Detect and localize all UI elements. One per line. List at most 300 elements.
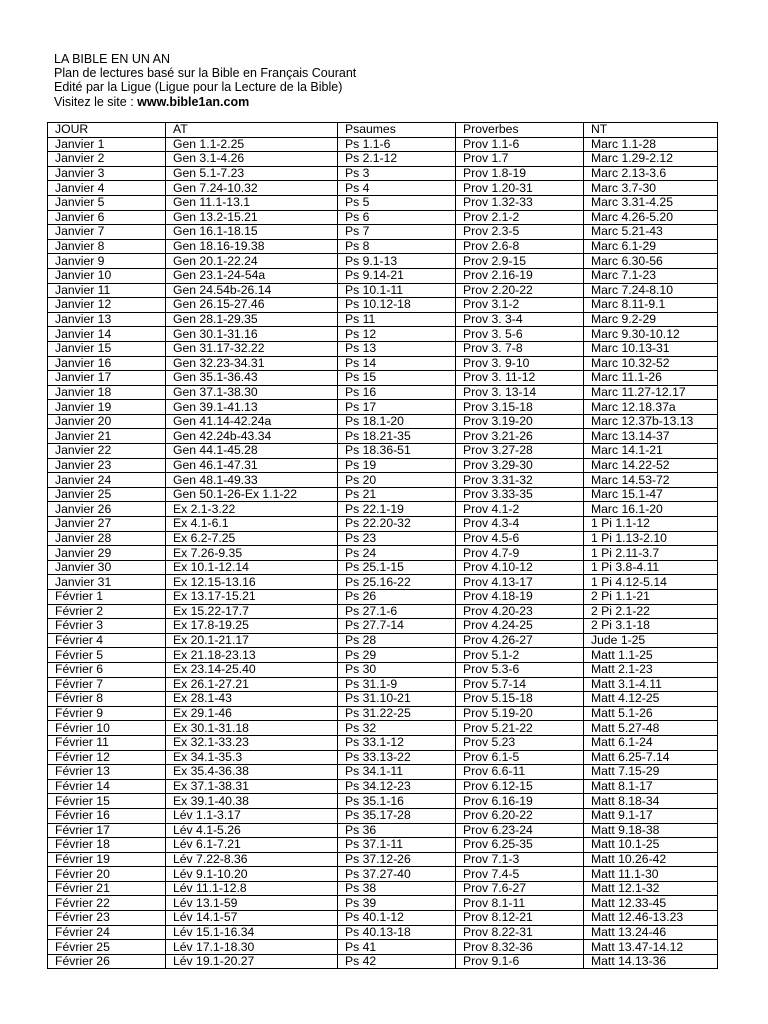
cell-old-testament: Gen 23.1-24-54a (166, 268, 338, 283)
website-line (54, 95, 356, 109)
cell-new-testament: Marc 14.53-72 (584, 473, 718, 488)
table-row (48, 473, 718, 488)
cell-day: Janvier 22 (48, 444, 166, 459)
cell-new-testament: Marc 3.7-30 (584, 181, 718, 196)
cell-new-testament: Marc 15.1-47 (584, 487, 718, 502)
cell-proverbs: Prov 8.22-31 (456, 925, 584, 940)
cell-day: Janvier 8 (48, 239, 166, 254)
table-row (48, 823, 718, 838)
table-row (48, 181, 718, 196)
cell-proverbs: Prov 7.4-5 (456, 867, 584, 882)
table-body (48, 137, 718, 969)
table-row (48, 195, 718, 210)
cell-new-testament: Marc 11.1-26 (584, 371, 718, 386)
table-row (48, 429, 718, 444)
cell-day: Février 16 (48, 808, 166, 823)
cell-proverbs: Prov 3. 13-14 (456, 385, 584, 400)
cell-psalms: Ps 29 (338, 648, 456, 663)
cell-new-testament: Marc 5.21-43 (584, 225, 718, 240)
cell-old-testament: Gen 44.1-45.28 (166, 444, 338, 459)
cell-proverbs: Prov 4.10-12 (456, 560, 584, 575)
cell-new-testament: 1 Pi 1.13-2.10 (584, 531, 718, 546)
cell-psalms: Ps 32 (338, 721, 456, 736)
table-row (48, 633, 718, 648)
cell-psalms: Ps 25.16-22 (338, 575, 456, 590)
table-row (48, 735, 718, 750)
cell-psalms: Ps 9.14-21 (338, 268, 456, 283)
website-link[interactable]: www.bible1an.com (137, 94, 250, 109)
cell-new-testament: Matt 13.24-46 (584, 925, 718, 940)
cell-old-testament: Gen 30.1-31.16 (166, 327, 338, 342)
column-header-at: AT (166, 123, 338, 138)
cell-new-testament: Marc 12.37b-13.13 (584, 414, 718, 429)
cell-proverbs: Prov 3.27-28 (456, 444, 584, 459)
cell-old-testament: Gen 24.54b-26.14 (166, 283, 338, 298)
cell-proverbs: Prov 6.25-35 (456, 838, 584, 853)
cell-proverbs: Prov 1.1-6 (456, 137, 584, 152)
cell-proverbs: Prov 7.1-3 (456, 852, 584, 867)
cell-proverbs: Prov 2.20-22 (456, 283, 584, 298)
cell-day: Février 25 (48, 940, 166, 955)
cell-psalms: Ps 40.13-18 (338, 925, 456, 940)
cell-old-testament: Gen 37.1-38.30 (166, 385, 338, 400)
cell-day: Janvier 18 (48, 385, 166, 400)
cell-new-testament: 1 Pi 4.12-5.14 (584, 575, 718, 590)
cell-new-testament: Matt 9.1-17 (584, 808, 718, 823)
cell-psalms: Ps 17 (338, 400, 456, 415)
cell-psalms: Ps 42 (338, 954, 456, 969)
cell-new-testament: Marc 12.18.37a (584, 400, 718, 415)
cell-new-testament: Matt 10.1-25 (584, 838, 718, 853)
cell-proverbs: Prov 4.26-27 (456, 633, 584, 648)
cell-psalms: Ps 21 (338, 487, 456, 502)
cell-proverbs: Prov 3. 11-12 (456, 371, 584, 386)
cell-new-testament: Matt 10.26-42 (584, 852, 718, 867)
cell-day: Février 8 (48, 692, 166, 707)
cell-new-testament: Matt 12.33-45 (584, 896, 718, 911)
cell-old-testament: Lév 17.1-18.30 (166, 940, 338, 955)
table-header-row (48, 123, 718, 138)
cell-old-testament: Lév 9.1-10.20 (166, 867, 338, 882)
cell-psalms: Ps 22.1-19 (338, 502, 456, 517)
cell-new-testament: 2 Pi 2.1-22 (584, 604, 718, 619)
cell-day: Février 19 (48, 852, 166, 867)
table-row (48, 867, 718, 882)
website-prefix: Visitez le site : (54, 94, 138, 109)
cell-proverbs: Prov 3. 9-10 (456, 356, 584, 371)
cell-day: Janvier 28 (48, 531, 166, 546)
cell-proverbs: Prov 4.1-2 (456, 502, 584, 517)
cell-day: Février 26 (48, 954, 166, 969)
cell-day: Janvier 30 (48, 560, 166, 575)
cell-day: Février 18 (48, 838, 166, 853)
cell-proverbs: Prov 3.29-30 (456, 458, 584, 473)
cell-proverbs: Prov 2.1-2 (456, 210, 584, 225)
cell-old-testament: Ex 4.1-6.1 (166, 517, 338, 532)
cell-psalms: Ps 2.1-12 (338, 152, 456, 167)
cell-psalms: Ps 23 (338, 531, 456, 546)
table-row (48, 137, 718, 152)
table-row (48, 954, 718, 969)
cell-psalms: Ps 18.21-35 (338, 429, 456, 444)
cell-psalms: Ps 31.10-21 (338, 692, 456, 707)
table-row (48, 794, 718, 809)
cell-proverbs: Prov 3.31-32 (456, 473, 584, 488)
cell-psalms: Ps 22.20-32 (338, 517, 456, 532)
cell-new-testament: Marc 2.13-3.6 (584, 166, 718, 181)
cell-psalms: Ps 1.1-6 (338, 137, 456, 152)
cell-psalms: Ps 33.1-12 (338, 735, 456, 750)
cell-new-testament: Marc 14.22-52 (584, 458, 718, 473)
table-row (48, 765, 718, 780)
cell-proverbs: Prov 1.32-33 (456, 195, 584, 210)
cell-old-testament: Ex 30.1-31.18 (166, 721, 338, 736)
cell-old-testament: Lév 1.1-3.17 (166, 808, 338, 823)
cell-proverbs: Prov 3. 3-4 (456, 312, 584, 327)
cell-psalms: Ps 3 (338, 166, 456, 181)
cell-psalms: Ps 34.1-11 (338, 765, 456, 780)
cell-old-testament: Gen 50.1-26-Ex 1.1-22 (166, 487, 338, 502)
cell-old-testament: Gen 28.1-29.35 (166, 312, 338, 327)
table-row (48, 896, 718, 911)
cell-proverbs: Prov 5.21-22 (456, 721, 584, 736)
cell-proverbs: Prov 6.1-5 (456, 750, 584, 765)
cell-psalms: Ps 11 (338, 312, 456, 327)
cell-psalms: Ps 37.27-40 (338, 867, 456, 882)
table-row (48, 327, 718, 342)
cell-day: Février 4 (48, 633, 166, 648)
cell-proverbs: Prov 5.19-20 (456, 706, 584, 721)
cell-day: Janvier 4 (48, 181, 166, 196)
cell-psalms: Ps 39 (338, 896, 456, 911)
cell-proverbs: Prov 6.12-15 (456, 779, 584, 794)
cell-old-testament: Ex 34.1-35.3 (166, 750, 338, 765)
cell-old-testament: Ex 28.1-43 (166, 692, 338, 707)
table-row (48, 546, 718, 561)
cell-proverbs: Prov 2.6-8 (456, 239, 584, 254)
cell-new-testament: Marc 10.32-52 (584, 356, 718, 371)
table-row (48, 239, 718, 254)
cell-new-testament: 2 Pi 1.1-21 (584, 590, 718, 605)
cell-new-testament: Marc 6.1-29 (584, 239, 718, 254)
cell-day: Février 20 (48, 867, 166, 882)
cell-old-testament: Gen 5.1-7.23 (166, 166, 338, 181)
cell-day: Février 9 (48, 706, 166, 721)
table-row (48, 808, 718, 823)
table-row (48, 502, 718, 517)
cell-new-testament: Marc 16.1-20 (584, 502, 718, 517)
cell-proverbs: Prov 3. 7-8 (456, 341, 584, 356)
column-header-nt: NT (584, 123, 718, 138)
table-row (48, 298, 718, 313)
cell-old-testament: Gen 1.1-2.25 (166, 137, 338, 152)
cell-day: Janvier 14 (48, 327, 166, 342)
cell-day: Février 23 (48, 911, 166, 926)
cell-day: Janvier 21 (48, 429, 166, 444)
cell-psalms: Ps 18.36-51 (338, 444, 456, 459)
cell-proverbs: Prov 5.23 (456, 735, 584, 750)
cell-old-testament: Ex 23.14-25.40 (166, 662, 338, 677)
cell-proverbs: Prov 2.16-19 (456, 268, 584, 283)
table-row (48, 400, 718, 415)
table-row (48, 779, 718, 794)
cell-new-testament: Matt 1.1-25 (584, 648, 718, 663)
table-row (48, 721, 718, 736)
document-title: LA BIBLE EN UN AN (54, 52, 171, 66)
cell-new-testament: Marc 14.1-21 (584, 444, 718, 459)
cell-new-testament: Matt 6.25-7.14 (584, 750, 718, 765)
cell-old-testament: Lév 11.1-12.8 (166, 881, 338, 896)
cell-day: Février 6 (48, 662, 166, 677)
cell-proverbs: Prov 4.24-25 (456, 619, 584, 634)
cell-proverbs: Prov 6.6-11 (456, 765, 584, 780)
cell-old-testament: Gen 11.1-13.1 (166, 195, 338, 210)
cell-day: Janvier 31 (48, 575, 166, 590)
table-row (48, 414, 718, 429)
cell-day: Janvier 29 (48, 546, 166, 561)
cell-psalms: Ps 19 (338, 458, 456, 473)
cell-new-testament: Jude 1-25 (584, 633, 718, 648)
table-row (48, 648, 718, 663)
cell-psalms: Ps 38 (338, 881, 456, 896)
cell-day: Janvier 25 (48, 487, 166, 502)
cell-old-testament: Lév 7.22-8.36 (166, 852, 338, 867)
cell-day: Janvier 12 (48, 298, 166, 313)
cell-psalms: Ps 5 (338, 195, 456, 210)
cell-old-testament: Ex 15.22-17.7 (166, 604, 338, 619)
cell-proverbs: Prov 5.7-14 (456, 677, 584, 692)
cell-new-testament: Matt 4.12-25 (584, 692, 718, 707)
cell-old-testament: Gen 42.24b-43.34 (166, 429, 338, 444)
cell-old-testament: Gen 7.24-10.32 (166, 181, 338, 196)
column-header-jour: JOUR (48, 123, 166, 138)
cell-new-testament: Matt 11.1-30 (584, 867, 718, 882)
cell-day: Janvier 3 (48, 166, 166, 181)
cell-proverbs: Prov 3.15-18 (456, 400, 584, 415)
cell-proverbs: Prov 4.7-9 (456, 546, 584, 561)
table-row (48, 225, 718, 240)
document-header (54, 52, 356, 109)
cell-day: Février 12 (48, 750, 166, 765)
column-header-psaumes: Psaumes (338, 123, 456, 138)
cell-new-testament: Marc 9.2-29 (584, 312, 718, 327)
cell-new-testament: 1 Pi 2.11-3.7 (584, 546, 718, 561)
cell-day: Février 10 (48, 721, 166, 736)
cell-old-testament: Lév 14.1-57 (166, 911, 338, 926)
cell-psalms: Ps 13 (338, 341, 456, 356)
cell-day: Janvier 15 (48, 341, 166, 356)
cell-new-testament: Marc 4.26-5.20 (584, 210, 718, 225)
table-row (48, 444, 718, 459)
document-subtitle: Plan de lectures basé sur la Bible en Français Courant (54, 66, 357, 81)
cell-old-testament: Ex 20.1-21.17 (166, 633, 338, 648)
cell-old-testament: Ex 2.1-3.22 (166, 502, 338, 517)
cell-new-testament: Matt 14.13-36 (584, 954, 718, 969)
cell-new-testament: Marc 9.30-10.12 (584, 327, 718, 342)
cell-new-testament: Matt 13.47-14.12 (584, 940, 718, 955)
cell-new-testament: Matt 8.18-34 (584, 794, 718, 809)
table-row (48, 662, 718, 677)
cell-proverbs: Prov 3.1-2 (456, 298, 584, 313)
table-row (48, 268, 718, 283)
cell-old-testament: Ex 12.15-13.16 (166, 575, 338, 590)
cell-day: Janvier 17 (48, 371, 166, 386)
cell-psalms: Ps 31.22-25 (338, 706, 456, 721)
cell-proverbs: Prov 6.20-22 (456, 808, 584, 823)
cell-day: Février 7 (48, 677, 166, 692)
cell-new-testament: Matt 7.15-29 (584, 765, 718, 780)
table-row (48, 210, 718, 225)
cell-old-testament: Lév 4.1-5.26 (166, 823, 338, 838)
cell-day: Février 5 (48, 648, 166, 663)
cell-psalms: Ps 12 (338, 327, 456, 342)
cell-day: Février 1 (48, 590, 166, 605)
cell-old-testament: Ex 39.1-40.38 (166, 794, 338, 809)
cell-proverbs: Prov 5.1-2 (456, 648, 584, 663)
cell-psalms: Ps 10.12-18 (338, 298, 456, 313)
table-row (48, 254, 718, 269)
cell-old-testament: Gen 32.23-34.31 (166, 356, 338, 371)
cell-day: Février 22 (48, 896, 166, 911)
cell-old-testament: Lév 19.1-20.27 (166, 954, 338, 969)
cell-new-testament: Matt 5.27-48 (584, 721, 718, 736)
cell-new-testament: Marc 7.1-23 (584, 268, 718, 283)
cell-proverbs: Prov 4.5-6 (456, 531, 584, 546)
cell-psalms: Ps 37.1-11 (338, 838, 456, 853)
cell-proverbs: Prov 3.33-35 (456, 487, 584, 502)
cell-old-testament: Gen 39.1-41.13 (166, 400, 338, 415)
cell-proverbs: Prov 5.15-18 (456, 692, 584, 707)
cell-new-testament: Marc 1.29-2.12 (584, 152, 718, 167)
cell-old-testament: Ex 6.2-7.25 (166, 531, 338, 546)
cell-new-testament: Marc 1.1-28 (584, 137, 718, 152)
table-row (48, 940, 718, 955)
cell-psalms: Ps 36 (338, 823, 456, 838)
table-row (48, 575, 718, 590)
table-row (48, 341, 718, 356)
cell-proverbs: Prov 3.19-20 (456, 414, 584, 429)
cell-day: Février 14 (48, 779, 166, 794)
cell-old-testament: Gen 20.1-22.24 (166, 254, 338, 269)
cell-new-testament: Marc 13.14-37 (584, 429, 718, 444)
cell-new-testament: Matt 2.1-23 (584, 662, 718, 677)
cell-new-testament: Matt 12.46-13.23 (584, 911, 718, 926)
cell-proverbs: Prov 2.3-5 (456, 225, 584, 240)
cell-day: Janvier 7 (48, 225, 166, 240)
cell-new-testament: Matt 6.1-24 (584, 735, 718, 750)
cell-proverbs: Prov 3.21-26 (456, 429, 584, 444)
cell-day: Janvier 24 (48, 473, 166, 488)
cell-old-testament: Ex 17.8-19.25 (166, 619, 338, 634)
cell-psalms: Ps 4 (338, 181, 456, 196)
cell-psalms: Ps 40.1-12 (338, 911, 456, 926)
table-row (48, 371, 718, 386)
table-row (48, 152, 718, 167)
cell-new-testament: Marc 10.13-31 (584, 341, 718, 356)
cell-psalms: Ps 15 (338, 371, 456, 386)
cell-proverbs: Prov 8.12-21 (456, 911, 584, 926)
cell-day: Février 3 (48, 619, 166, 634)
cell-day: Février 2 (48, 604, 166, 619)
cell-new-testament: Matt 12.1-32 (584, 881, 718, 896)
cell-day: Janvier 5 (48, 195, 166, 210)
table-row (48, 677, 718, 692)
cell-day: Janvier 13 (48, 312, 166, 327)
cell-old-testament: Gen 18.16-19.38 (166, 239, 338, 254)
cell-day: Janvier 6 (48, 210, 166, 225)
cell-day: Février 11 (48, 735, 166, 750)
cell-proverbs: Prov 2.9-15 (456, 254, 584, 269)
cell-proverbs: Prov 1.7 (456, 152, 584, 167)
cell-proverbs: Prov 4.13-17 (456, 575, 584, 590)
cell-proverbs: Prov 8.1-11 (456, 896, 584, 911)
cell-proverbs: Prov 6.23-24 (456, 823, 584, 838)
cell-proverbs: Prov 9.1-6 (456, 954, 584, 969)
cell-psalms: Ps 41 (338, 940, 456, 955)
cell-old-testament: Gen 31.17-32.22 (166, 341, 338, 356)
cell-old-testament: Gen 3.1-4.26 (166, 152, 338, 167)
cell-old-testament: Ex 26.1-27.21 (166, 677, 338, 692)
cell-psalms: Ps 16 (338, 385, 456, 400)
cell-day: Février 24 (48, 925, 166, 940)
cell-new-testament: 2 Pi 3.1-18 (584, 619, 718, 634)
cell-new-testament: Marc 3.31-4.25 (584, 195, 718, 210)
cell-old-testament: Gen 46.1-47.31 (166, 458, 338, 473)
table-row (48, 531, 718, 546)
table-row (48, 881, 718, 896)
cell-day: Janvier 19 (48, 400, 166, 415)
cell-old-testament: Gen 16.1-18.15 (166, 225, 338, 240)
cell-day: Janvier 1 (48, 137, 166, 152)
cell-day: Février 15 (48, 794, 166, 809)
cell-psalms: Ps 26 (338, 590, 456, 605)
cell-psalms: Ps 30 (338, 662, 456, 677)
cell-new-testament: Matt 5.1-26 (584, 706, 718, 721)
cell-new-testament: Matt 8.1-17 (584, 779, 718, 794)
cell-proverbs: Prov 6.16-19 (456, 794, 584, 809)
cell-new-testament: Matt 9.18-38 (584, 823, 718, 838)
cell-psalms: Ps 25.1-15 (338, 560, 456, 575)
cell-day: Février 17 (48, 823, 166, 838)
cell-new-testament: 1 Pi 1.1-12 (584, 517, 718, 532)
cell-psalms: Ps 35.17-28 (338, 808, 456, 823)
cell-psalms: Ps 18.1-20 (338, 414, 456, 429)
cell-day: Janvier 20 (48, 414, 166, 429)
cell-psalms: Ps 34.12-23 (338, 779, 456, 794)
cell-psalms: Ps 37.12-26 (338, 852, 456, 867)
cell-new-testament: Matt 3.1-4.11 (584, 677, 718, 692)
cell-psalms: Ps 27.1-6 (338, 604, 456, 619)
table-row (48, 604, 718, 619)
cell-psalms: Ps 20 (338, 473, 456, 488)
cell-old-testament: Gen 13.2-15.21 (166, 210, 338, 225)
cell-psalms: Ps 35.1-16 (338, 794, 456, 809)
table-row (48, 619, 718, 634)
table-row (48, 385, 718, 400)
cell-day: Janvier 10 (48, 268, 166, 283)
cell-psalms: Ps 7 (338, 225, 456, 240)
table-row (48, 166, 718, 181)
cell-psalms: Ps 8 (338, 239, 456, 254)
cell-psalms: Ps 10.1-11 (338, 283, 456, 298)
table-row (48, 706, 718, 721)
cell-psalms: Ps 27.7-14 (338, 619, 456, 634)
table-row (48, 852, 718, 867)
cell-proverbs: Prov 5.3-6 (456, 662, 584, 677)
cell-proverbs: Prov 4.20-23 (456, 604, 584, 619)
cell-new-testament: Marc 6.30-56 (584, 254, 718, 269)
cell-proverbs: Prov 4.3-4 (456, 517, 584, 532)
